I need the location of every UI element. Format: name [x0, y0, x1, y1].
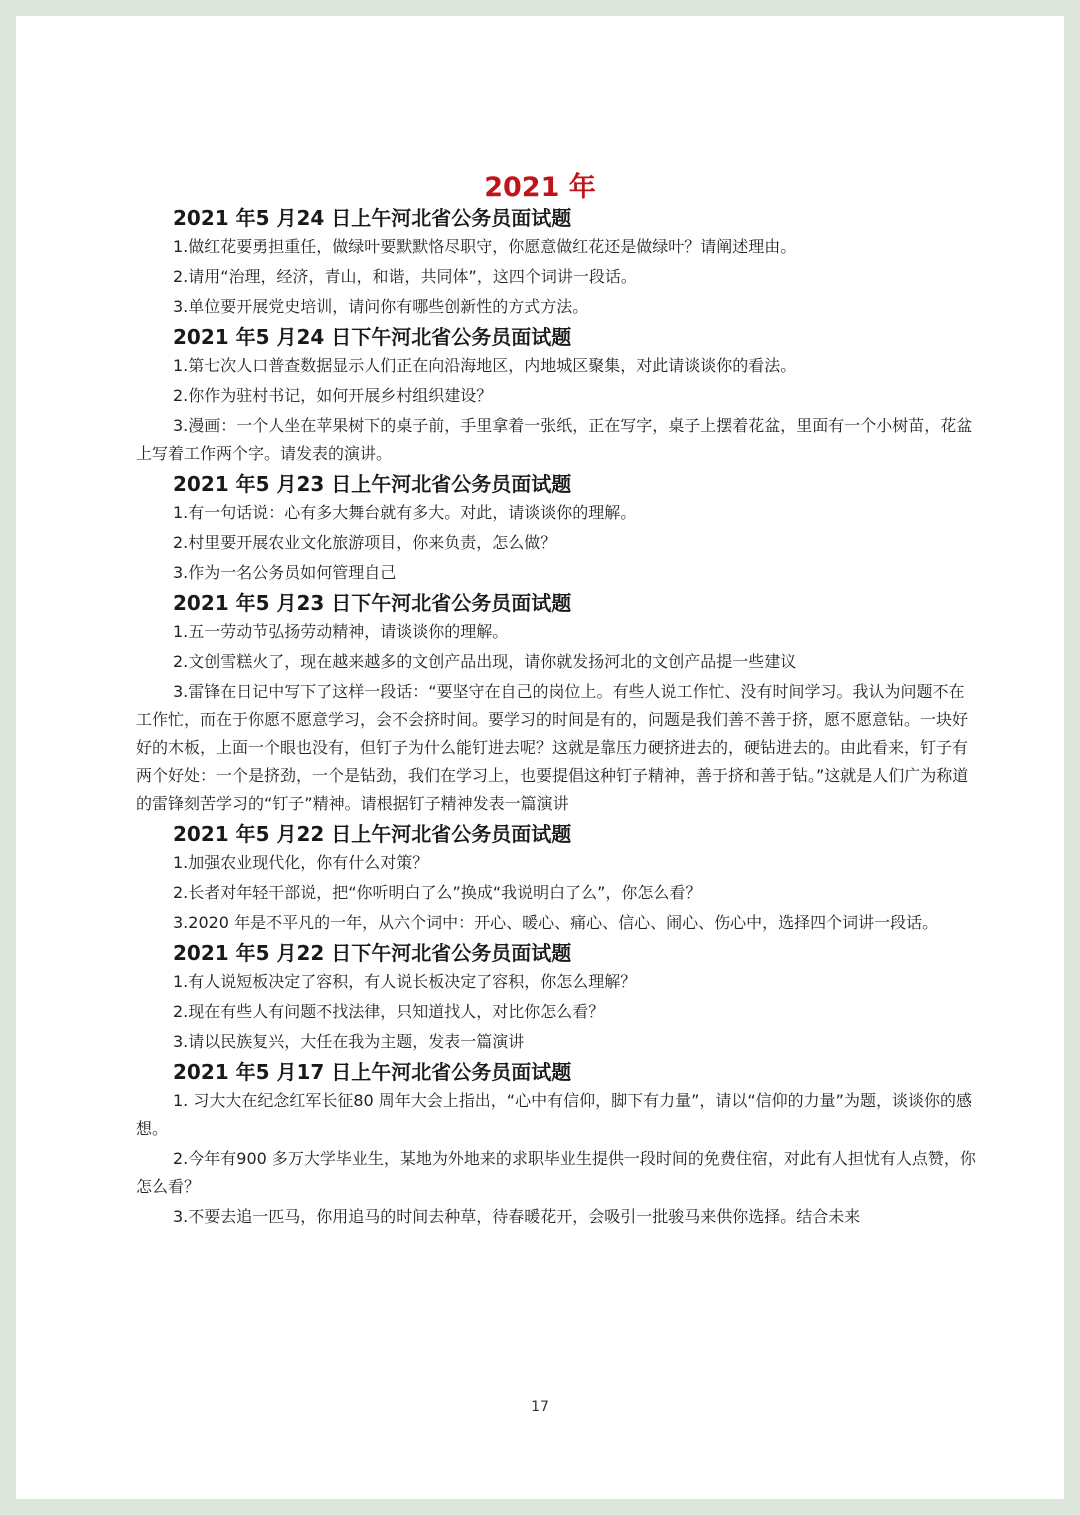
question-item: 1.做红花要勇担重任，做绿叶要默默恪尽职守，你愿意做红花还是做绿叶？请阐述理由。 — [173, 237, 797, 256]
question-item: 2.请用“治理，经济，青山，和谐，共同体”，这四个词讲一段话。 — [173, 267, 637, 286]
question-item: 2.你作为驻村书记，如何开展乡村组织建设？ — [173, 386, 493, 405]
question-item: 1. 习大大在纪念红军长征80 周年大会上指出，“心中有信仰，脚下有力量”，请以“信仰的力量”为题，谈谈你的感想。 — [136, 1091, 972, 1138]
section-heading: 2021 年5 月24 日下午河北省公务员面试题 — [173, 325, 572, 349]
question-item: 2.今年有900 多万大学毕业生，某地为外地来的求职毕业生提供一段时间的免费住宿，对此有人担忧有人点赞，你怎么看？ — [136, 1149, 976, 1196]
question-item: 3.作为一名公务员如何管理自己 — [173, 563, 397, 582]
document-page — [16, 16, 1064, 1499]
question-item: 1.加强农业现代化，你有什么对策？ — [173, 853, 429, 872]
question-item: 1.有一句话说：心有多大舞台就有多大。对此，请谈谈你的理解。 — [173, 503, 637, 522]
section-heading: 2021 年5 月23 日下午河北省公务员面试题 — [173, 591, 572, 615]
exam-section — [136, 204, 976, 321]
section-heading: 2021 年5 月23 日上午河北省公务员面试题 — [173, 472, 572, 496]
page-title: 2021 年 — [484, 172, 596, 203]
question-item: 3.不要去追一匹马，你用追马的时间去种草，待春暖花开，会吸引一批骏马来供你选择。结合未来 — [173, 1207, 861, 1226]
section-heading: 2021 年5 月22 日上午河北省公务员面试题 — [173, 822, 572, 846]
question-list — [136, 202, 976, 1233]
question-item: 3.单位要开展党史培训，请问你有哪些创新性的方式方法。 — [173, 297, 589, 316]
exam-section — [136, 470, 976, 587]
question-item: 3.请以民族复兴，大任在我为主题，发表一篇演讲 — [173, 1032, 525, 1051]
section-heading: 2021 年5 月24 日上午河北省公务员面试题 — [173, 206, 572, 230]
question-item: 3.2020 年是不平凡的一年，从六个词中：开心、暖心、痛心、信心、闹心、伤心中，选择四个词讲一段话。 — [173, 913, 939, 932]
question-item: 3.漫画：一个人坐在苹果树下的桌子前，手里拿着一张纸，正在写字，桌子上摆着花盆，里面有一个小树苗，花盆上写着工作两个字。请发表的演讲。 — [136, 416, 973, 463]
question-item: 2.长者对年轻干部说，把“你听明白了么”换成“我说明白了么”，你怎么看？ — [173, 883, 702, 902]
question-item: 2.文创雪糕火了，现在越来越多的文创产品出现，请你就发扬河北的文创产品提一些建议 — [173, 652, 797, 671]
question-item: 1.有人说短板决定了容积，有人说长板决定了容积，你怎么理解？ — [173, 972, 637, 991]
question-item: 1.第七次人口普查数据显示人们正在向沿海地区，内地城区聚集，对此请谈谈你的看法。 — [173, 356, 797, 375]
section-heading: 2021 年5 月22 日下午河北省公务员面试题 — [173, 941, 572, 965]
exam-section — [136, 820, 976, 937]
page-number: 17 — [531, 1399, 549, 1415]
question-item: 2.现在有些人有问题不找法律，只知道找人，对比你怎么看？ — [173, 1002, 605, 1021]
question-item: 2.村里要开展农业文化旅游项目，你来负责，怎么做？ — [173, 533, 557, 552]
exam-section — [136, 589, 976, 818]
exam-section — [136, 939, 976, 1056]
question-item: 1.五一劳动节弘扬劳动精神，请谈谈你的理解。 — [173, 622, 509, 641]
question-item: 3.雷锋在日记中写下了这样一段话：“要坚守在自己的岗位上。有些人说工作忙、没有时间学习。我认为问题不在工作忙，而在于你愿不愿意学习，会不会挤时间。要学习的时间是有的，问题是我们善不善于挤，愿不愿意钻。一块好好的木板，上面一个眼也没有，但钉子为什么能钉进去呢？这就是靠压力硬挤进去的，硬钻进去的。由此看来，钉子有两个好处：一个是挤劲，一个是钻劲，我们在学习上，也要提倡这种钉子精神，善于挤和善于钻。”这就是人们广为称道的雷锋刻苦学习的“钉子”精神。请根据钉子精神发表一篇演讲 — [136, 682, 969, 813]
section-heading: 2021 年5 月17 日上午河北省公务员面试题 — [173, 1060, 572, 1084]
exam-section — [136, 323, 976, 468]
exam-section — [136, 1058, 976, 1231]
